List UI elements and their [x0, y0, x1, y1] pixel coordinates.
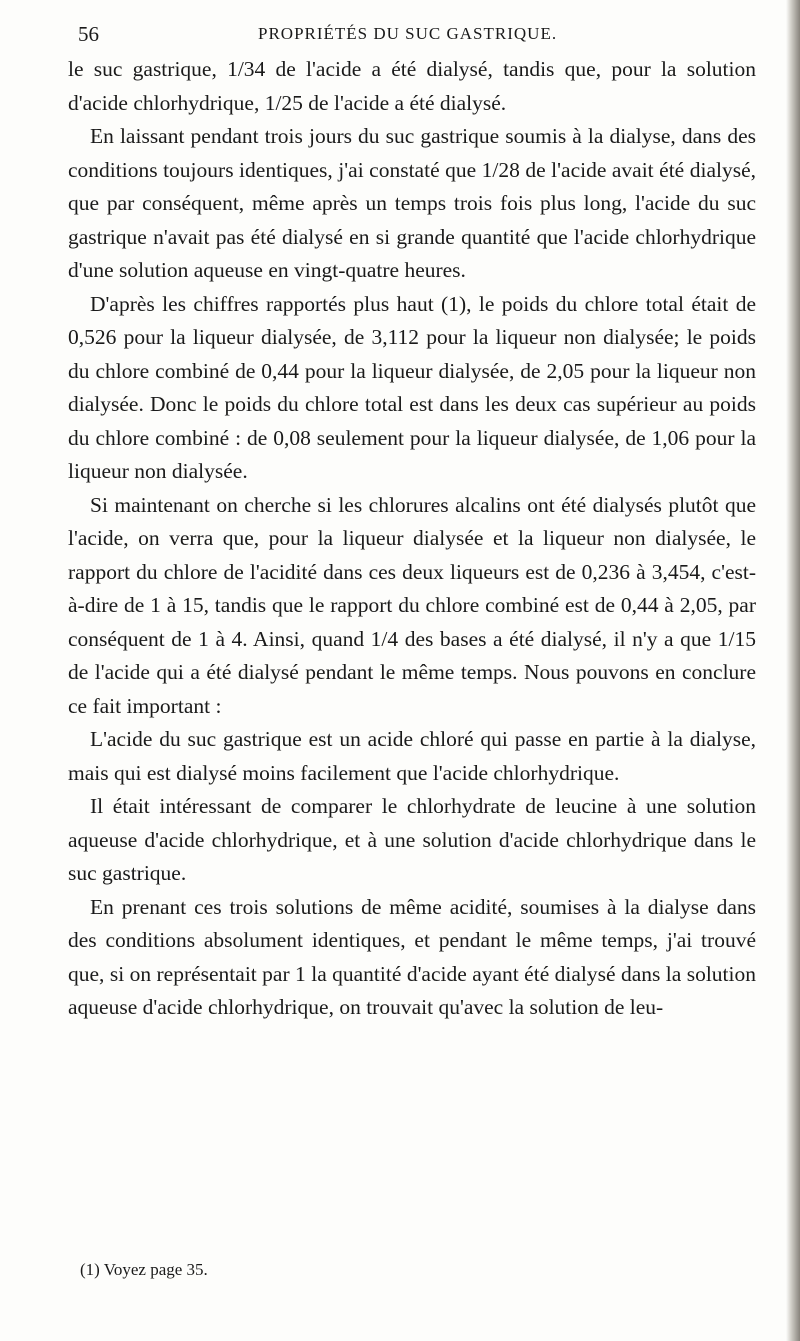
- paragraph: le suc gastrique, 1/34 de l'acide a été dialysé, tandis que, pour la solution d'acide chlorhydrique, 1/25 de l'acide a été dialysé.: [68, 57, 756, 115]
- footnote: (1) Voyez page 35.: [80, 1260, 208, 1279]
- running-title: PROPRIÉTÉS DU SUC GASTRIQUE.: [258, 24, 558, 43]
- paragraph: D'après les chiffres rapportés plus haut (1), le poids du chlore total était de 0,526 pour la liqueur dialysée, de 3,112 pour la liqueur non dialysée; le poids du chlore combiné de 0,44 pour la liqueur dialysée, de 2,05 pour la liqueur non dialysée. Donc le poids du chlore total est dans les deux cas supérieur au poids du chlore combiné : de 0,08 seulement pour la liqueur dialysée, de 1,06 pour la liqueur non dialysée.: [68, 291, 756, 483]
- paragraph: L'acide du suc gastrique est un acide chloré qui passe en partie à la dialyse, mais qui est dialysé moins facilement que l'acide chlorhydrique.: [68, 727, 756, 785]
- paragraph: En laissant pendant trois jours du suc gastrique soumis à la dialyse, dans des conditions toujours identiques, j'ai constaté que 1/28 de l'acide avait été dialysé, que par conséquent, même après un temps trois fois plus long, l'acide du suc gastrique n'avait pas été dialysé en si grande quantité que l'acide chlorhydrique d'une solution aqueuse en vingt-quatre heures.: [68, 124, 756, 282]
- paragraph: Il était intéressant de comparer le chlorhydrate de leucine à une solution aqueuse d'acide chlorhydrique, et à une solution d'acide chlorhydrique dans le suc gastrique.: [68, 794, 756, 885]
- paragraph: Si maintenant on cherche si les chlorures alcalins ont été dialysés plutôt que l'acide, on verra que, pour la liqueur dialysée et la liqueur non dialysée, le rapport du chlore de l'acidité dans ces deux liqueurs est de 0,236 à 3,454, c'est-à-dire de 1 à 15, tandis que le rapport du chlore combiné est de 0,44 à 2,05, par conséquent de 1 à 4. Ainsi, quand 1/4 des bases a été dialysé, il n'y a que 1/15 de l'acide qui a été dialysé pendant le même temps. Nous pouvons en conclure ce fait important :: [68, 492, 756, 718]
- paragraph: En prenant ces trois solutions de même acidité, soumises à la dialyse dans des conditions absolument identiques, et pendant le même temps, j'ai trouvé que, si on représentait par 1 la quantité d'acide ayant été dialysé dans la solution aqueuse d'acide chlorhydrique, on trouvait qu'avec la solution de leu-: [68, 894, 756, 1019]
- page-edge-shadow: [786, 0, 800, 1341]
- body-text: [68, 53, 756, 1025]
- page-header: [78, 22, 738, 50]
- page-number: 56: [78, 22, 99, 46]
